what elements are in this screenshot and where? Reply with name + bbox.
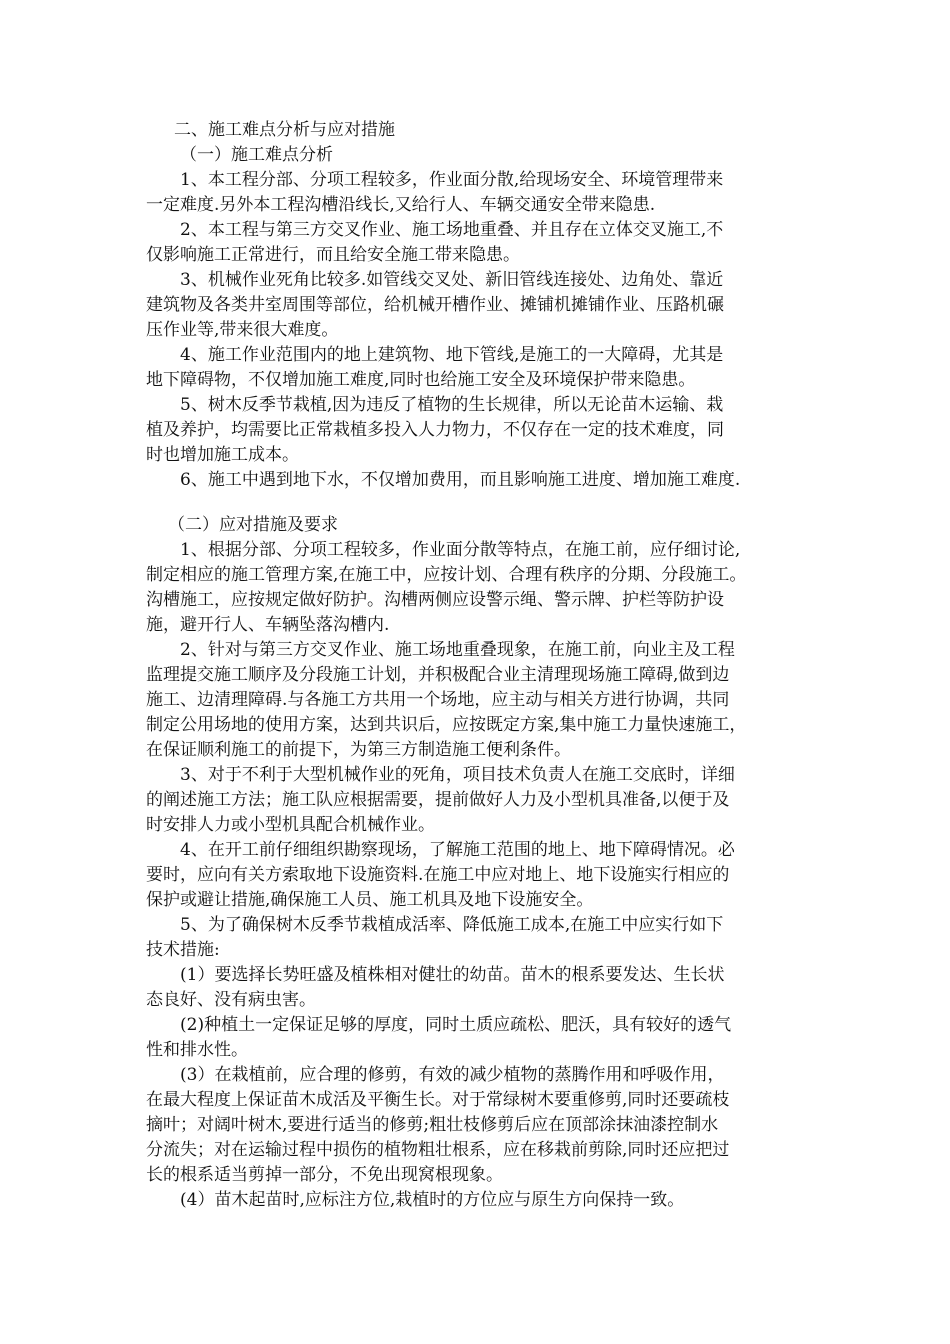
- paragraph-line: 2、针对与第三方交叉作业、施工场地重叠现象，在施工前，向业主及工程: [180, 640, 735, 660]
- paragraph-line: 5、为了确保树木反季节栽植成活率、降低施工成本,在施工中应实行如下: [180, 915, 724, 935]
- measures-paragraphs: [146, 538, 814, 1213]
- paragraph-line: 时也增加施工成本。: [146, 445, 299, 465]
- subsection-heading-difficulties: （一）施工难点分析: [180, 145, 333, 165]
- paragraph-line: 时安排人力或小型机具配合机械作业。: [146, 815, 435, 835]
- paragraph-line: 5、树木反季节栽植,因为违反了植物的生长规律，所以无论苗木运输、栽: [180, 395, 724, 415]
- paragraph-line: 制定相应的施工管理方案,在施工中，应按计划、合理有秩序的分期、分段施工。: [146, 565, 747, 585]
- paragraph-line: 3、对于不利于大型机械作业的死角，项目技术负责人在施工交底时，详细: [180, 765, 735, 785]
- paragraph-line: (1）要选择长势旺盛及植株相对健壮的幼苗。苗木的根系要发达、生长状: [180, 965, 725, 985]
- paragraph-line: 3、机械作业死角比较多.如管线交叉处、新旧管线连接处、边角处、靠近: [180, 270, 724, 290]
- subsection-heading-measures: （二）应对措施及要求: [168, 515, 338, 535]
- paragraph-line: 仅影响施工正常进行，而且给安全施工带来隐患。: [146, 245, 520, 265]
- paragraph-line: 1、本工程分部、分项工程较多，作业面分散,给现场安全、环境管理带来: [180, 170, 724, 190]
- paragraph-line: 监理提交施工顺序及分段施工计划，并积极配合业主清理现场施工障碍,做到边: [146, 665, 730, 685]
- paragraph-line: 地下障碍物，不仅增加施工难度,同时也给施工安全及环境保护带来隐患。: [146, 370, 696, 390]
- paragraph-line: 压作业等,带来很大难度。: [146, 320, 339, 340]
- paragraph-line: 1、根据分部、分项工程较多，作业面分散等特点，在施工前，应仔细讨论,: [180, 540, 741, 560]
- paragraph-line: 制定公用场地的使用方案，达到共识后，应按既定方案,集中施工力量快速施工，: [146, 715, 747, 735]
- paragraph-line: 态良好、没有病虫害。: [146, 990, 316, 1010]
- paragraph-line: 摘叶；对阔叶树木,要进行适当的修剪;粗壮枝修剪后应在顶部涂抹油漆控制水: [146, 1115, 719, 1135]
- paragraph-line: 性和排水性。: [146, 1040, 248, 1060]
- paragraph-line: 植及养护，均需要比正常栽植多投入人力物力，不仅存在一定的技术难度，同: [146, 420, 724, 440]
- paragraph-line: 6、施工中遇到地下水，不仅增加费用，而且影响施工进度、增加施工难度.: [180, 470, 741, 490]
- paragraph-line: 4、在开工前仔细组织勘察现场，了解施工范围的地上、地下障碍情况。必: [180, 840, 735, 860]
- paragraph-line: 建筑物及各类井室周围等部位，给机械开槽作业、摊铺机摊铺作业、压路机碾: [146, 295, 724, 315]
- section-gap: [146, 493, 814, 513]
- paragraph-line: 一定难度.另外本工程沟槽沿线长,又给行人、车辆交通安全带来隐患.: [146, 195, 656, 215]
- paragraph-line: 4、施工作业范围内的地上建筑物、地下管线,是施工的一大障碍，尤其是: [180, 345, 724, 365]
- paragraph-line: 长的根系适当剪掉一部分，不免出现窝根现象。: [146, 1165, 503, 1185]
- paragraph-line: 要时，应向有关方索取地下设施资料.在施工中应对地上、地下设施实行相应的: [146, 865, 730, 885]
- paragraph-line: 在保证顺利施工的前提下，为第三方制造施工便利条件。: [146, 740, 571, 760]
- paragraph-line: 施工、边清理障碍.与各施工方共用一个场地，应主动与相关方进行协调，共同: [146, 690, 730, 710]
- paragraph-line: 2、本工程与第三方交叉作业、施工场地重叠、并且存在立体交叉施工,不: [180, 220, 724, 240]
- document-body: [146, 118, 814, 1213]
- paragraph-line: (2)种植土一定保证足够的厚度，同时土质应疏松、肥沃，具有较好的透气: [180, 1015, 732, 1035]
- paragraph-line: (3）在栽植前，应合理的修剪，有效的减少植物的蒸腾作用和呼吸作用，: [180, 1065, 725, 1085]
- paragraph-line: 保护或避让措施,确保施工人员、施工机具及地下设施安全。: [146, 890, 594, 910]
- paragraph-line: 的阐述施工方法；施工队应根据需要，提前做好人力及小型机具准备,以便于及: [146, 790, 730, 810]
- difficulties-paragraphs: [146, 168, 814, 493]
- paragraph-line: 沟槽施工，应按规定做好防护。沟槽两侧应设警示绳、警示牌、护栏等防护设: [146, 590, 724, 610]
- section-heading: 二、施工难点分析与应对措施: [174, 120, 395, 140]
- paragraph-line: 在最大程度上保证苗木成活及平衡生长。对于常绿树木要重修剪,同时还要疏枝: [146, 1090, 730, 1110]
- paragraph-line: (4）苗木起苗时,应标注方位,栽植时的方位应与原生方向保持一致。: [180, 1190, 685, 1210]
- paragraph-line: 施，避开行人、车辆坠落沟槽内.: [146, 615, 390, 635]
- paragraph-line: 分流失；对在运输过程中损伤的植物粗壮根系，应在移栽前剪除,同时还应把过: [146, 1140, 730, 1160]
- paragraph-line: 技术措施:: [146, 940, 220, 960]
